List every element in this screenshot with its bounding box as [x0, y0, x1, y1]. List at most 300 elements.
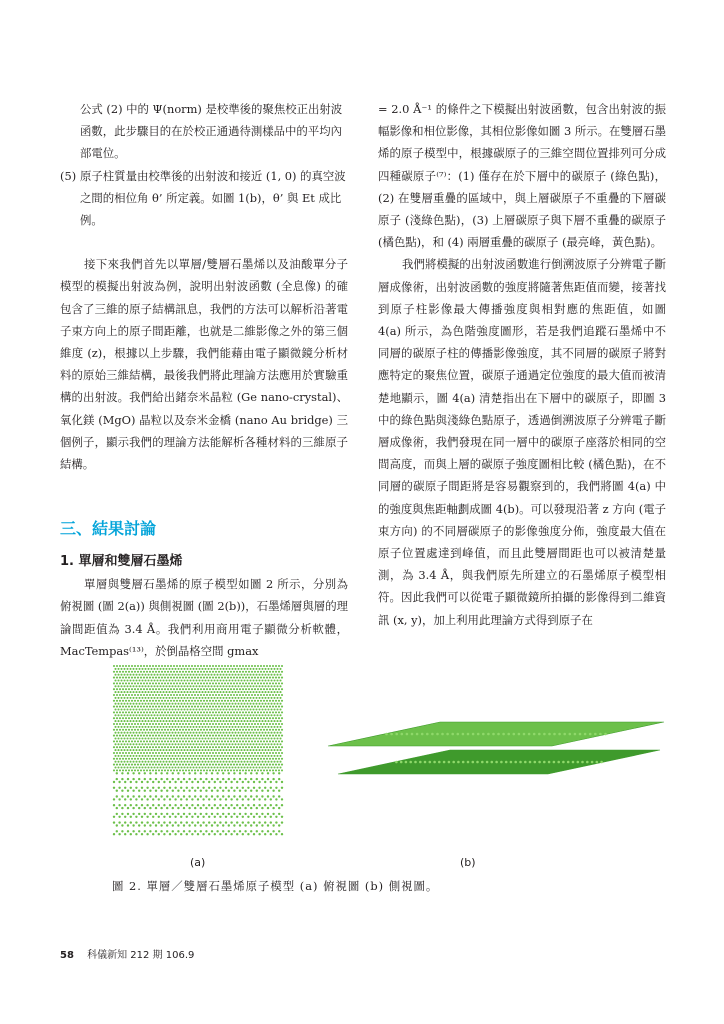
atom-dot: [252, 720, 254, 722]
atom-dot: [231, 668, 233, 670]
atom-dot: [252, 697, 254, 699]
atom-dot: [276, 685, 278, 687]
atom-dot: [149, 813, 151, 815]
atom-dot: [116, 795, 118, 797]
atom-dot: [270, 749, 272, 751]
atom-dot: [258, 821, 260, 823]
atom-dot: [125, 752, 127, 754]
atom-dot: [144, 726, 146, 728]
atom-dot: [251, 706, 253, 708]
atom-dot: [215, 735, 217, 737]
atom-dot: [182, 729, 184, 731]
atom-dot: [255, 766, 257, 768]
atom-dot: [171, 726, 173, 728]
atom-dot: [160, 790, 162, 792]
atom-dot: [191, 816, 193, 818]
atom-dot: [507, 733, 510, 736]
atom-dot: [206, 711, 208, 713]
atom-dot: [260, 711, 262, 713]
atom-dot: [179, 671, 181, 673]
atom-dot: [215, 717, 217, 719]
atom-dot: [146, 833, 148, 835]
atom-dot: [211, 824, 213, 826]
atom-dot: [477, 733, 480, 736]
atom-dot: [130, 798, 132, 800]
atom-dot: [492, 733, 495, 736]
atom-dot: [519, 761, 522, 764]
atom-dot: [150, 674, 152, 676]
atom-dot: [161, 688, 163, 690]
atom-dot: [123, 703, 125, 705]
atom-dot: [234, 749, 236, 751]
atom-dot: [119, 665, 121, 667]
atom-dot: [225, 732, 227, 734]
atom-dot: [467, 733, 470, 736]
atom-dot: [224, 677, 226, 679]
atom-dot: [242, 758, 244, 760]
atom-dot: [234, 732, 236, 734]
atom-dot: [138, 749, 140, 751]
atom-dot: [234, 679, 236, 681]
atom-dot: [278, 665, 280, 667]
atom-dot: [267, 691, 269, 693]
atom-dot: [129, 726, 131, 728]
atom-dot: [200, 813, 202, 815]
atom-dot: [158, 816, 160, 818]
atom-dot: [134, 671, 136, 673]
atom-dot: [141, 766, 143, 768]
atom-dot: [140, 671, 142, 673]
atom-dot: [212, 717, 214, 719]
atom-dot: [141, 720, 143, 722]
figure-2b-side-view: [320, 716, 666, 786]
atom-dot: [198, 674, 200, 676]
atom-dot: [266, 694, 268, 696]
atom-dot: [149, 717, 151, 719]
atom-dot: [189, 737, 191, 739]
atom-dot: [218, 671, 220, 673]
atom-dot: [116, 682, 118, 684]
atom-dot: [113, 671, 115, 673]
atom-dot: [170, 682, 172, 684]
atom-dot: [245, 717, 247, 719]
atom-dot: [174, 732, 176, 734]
atom-dot: [183, 795, 185, 797]
atom-dot: [231, 685, 233, 687]
atom-dot: [135, 714, 137, 716]
atom-dot: [150, 743, 152, 745]
atom-dot: [202, 787, 204, 789]
atom-dot: [272, 752, 274, 754]
atom-dot: [153, 766, 155, 768]
atom-dot: [135, 743, 137, 745]
atom-dot: [158, 833, 160, 835]
atom-dot: [462, 733, 465, 736]
atom-dot: [149, 769, 151, 771]
atom-dot: [258, 691, 260, 693]
atom-dot: [215, 688, 217, 690]
atom-dot: [269, 711, 271, 713]
atom-dot: [191, 706, 193, 708]
atom-dot: [270, 726, 272, 728]
atom-dot: [204, 737, 206, 739]
atom-dot: [200, 830, 202, 832]
atom-dot: [224, 758, 226, 760]
atom-dot: [164, 723, 166, 725]
atom-dot: [230, 711, 232, 713]
atom-dot: [443, 761, 446, 764]
atom-dot: [400, 761, 403, 764]
atom-dot: [192, 714, 194, 716]
atom-dot: [279, 749, 281, 751]
atom-dot: [195, 703, 197, 705]
atom-dot: [257, 677, 259, 679]
atom-dot: [385, 733, 388, 736]
atom-dot: [173, 758, 175, 760]
atom-dot: [249, 737, 251, 739]
atom-dot: [206, 700, 208, 702]
atom-dot: [224, 740, 226, 742]
atom-dot: [263, 677, 265, 679]
atom-dot: [149, 752, 151, 754]
atom-dot: [243, 708, 245, 710]
atom-dot: [219, 679, 221, 681]
atom-dot: [144, 685, 146, 687]
atom-dot: [167, 735, 169, 737]
atom-dot: [246, 668, 248, 670]
atom-dot: [261, 726, 263, 728]
atom-dot: [197, 764, 199, 766]
atom-dot: [132, 737, 134, 739]
atom-dot: [237, 755, 239, 757]
atom-dot: [134, 752, 136, 754]
atom-dot: [231, 679, 233, 681]
atom-dot: [276, 737, 278, 739]
atom-dot: [260, 729, 262, 731]
figure-label-b: (b): [460, 856, 476, 869]
atom-dot: [215, 677, 217, 679]
atom-dot: [201, 691, 203, 693]
atom-dot: [141, 714, 143, 716]
atom-dot: [173, 665, 175, 667]
atom-dot: [200, 735, 202, 737]
atom-dot: [224, 665, 226, 667]
atom-dot: [236, 735, 238, 737]
atom-dot: [260, 746, 262, 748]
atom-dot: [128, 694, 130, 696]
atom-dot: [197, 694, 199, 696]
atom-dot: [221, 769, 223, 771]
atom-dot: [177, 691, 179, 693]
atom-dot: [180, 674, 182, 676]
atom-dot: [242, 671, 244, 673]
atom-dot: [272, 682, 274, 684]
atom-dot: [416, 733, 419, 736]
atom-dot: [132, 824, 134, 826]
atom-dot: [186, 821, 188, 823]
atom-dot: [272, 813, 274, 815]
atom-dot: [198, 749, 200, 751]
atom-dot: [207, 714, 209, 716]
atom-dot: [168, 685, 170, 687]
atom-dot: [279, 674, 281, 676]
atom-dot: [165, 685, 167, 687]
atom-dot: [264, 668, 266, 670]
atom-dot: [207, 737, 209, 739]
atom-dot: [263, 700, 265, 702]
atom-dot: [200, 706, 202, 708]
atom-dot: [263, 723, 265, 725]
atom-dot: [125, 758, 127, 760]
atom-dot: [122, 764, 124, 766]
atom-dot: [161, 769, 163, 771]
atom-dot: [562, 761, 565, 764]
atom-dot: [191, 677, 193, 679]
atom-dot: [129, 679, 131, 681]
atom-dot: [147, 720, 149, 722]
atom-dot: [581, 761, 584, 764]
atom-dot: [165, 668, 167, 670]
atom-dot: [212, 688, 214, 690]
atom-dot: [141, 743, 143, 745]
atom-dot: [180, 703, 182, 705]
atom-dot: [161, 758, 163, 760]
atom-dot: [126, 720, 128, 722]
atom-dot: [180, 691, 182, 693]
atom-dot: [279, 714, 281, 716]
atom-dot: [248, 735, 250, 737]
atom-dot: [183, 732, 185, 734]
atom-dot: [204, 674, 206, 676]
atom-dot: [198, 761, 200, 763]
atom-dot: [236, 787, 238, 789]
atom-dot: [233, 790, 235, 792]
atom-dot: [168, 720, 170, 722]
atom-dot: [236, 717, 238, 719]
atom-dot: [170, 665, 172, 667]
atom-dot: [218, 665, 220, 667]
atom-dot: [260, 769, 262, 771]
atom-dot: [231, 743, 233, 745]
atom-dot: [243, 703, 245, 705]
atom-dot: [166, 795, 168, 797]
atom-dot: [152, 804, 154, 806]
atom-dot: [171, 708, 173, 710]
atom-dot: [180, 697, 182, 699]
atom-dot: [160, 813, 162, 815]
atom-dot: [481, 761, 484, 764]
atom-dot: [186, 787, 188, 789]
atom-dot: [177, 790, 179, 792]
atom-dot: [113, 717, 115, 719]
atom-dot: [264, 714, 266, 716]
atom-dot: [254, 740, 256, 742]
atom-dot: [272, 758, 274, 760]
atom-dot: [201, 732, 203, 734]
atom-dot: [180, 685, 182, 687]
atom-dot: [279, 720, 281, 722]
atom-dot: [200, 790, 202, 792]
atom-dot: [258, 685, 260, 687]
atom-dot: [252, 685, 254, 687]
atom-dot: [153, 691, 155, 693]
atom-dot: [236, 694, 238, 696]
atom-dot: [182, 717, 184, 719]
atom-dot: [276, 743, 278, 745]
atom-dot: [264, 749, 266, 751]
atom-dot: [174, 781, 176, 783]
atom-dot: [185, 729, 187, 731]
atom-dot: [212, 740, 214, 742]
atom-dot: [134, 717, 136, 719]
atom-dot: [272, 688, 274, 690]
atom-dot: [140, 711, 142, 713]
atom-dot: [263, 752, 265, 754]
atom-dot: [239, 778, 241, 780]
atom-dot: [266, 711, 268, 713]
atom-dot: [279, 697, 281, 699]
atom-dot: [194, 735, 196, 737]
atom-dot: [144, 824, 146, 826]
atom-dot: [234, 674, 236, 676]
atom-dot: [218, 723, 220, 725]
atom-dot: [269, 665, 271, 667]
atom-dot: [185, 717, 187, 719]
atom-dot: [222, 790, 224, 792]
atom-dot: [134, 700, 136, 702]
atom-dot: [144, 703, 146, 705]
atom-dot: [528, 733, 531, 736]
atom-dot: [149, 830, 151, 832]
atom-dot: [224, 671, 226, 673]
atom-dot: [230, 688, 232, 690]
atom-dot: [149, 764, 151, 766]
atom-dot: [138, 824, 140, 826]
atom-dot: [263, 729, 265, 731]
atom-dot: [171, 714, 173, 716]
atom-dot: [167, 677, 169, 679]
atom-dot: [149, 729, 151, 731]
atom-dot: [594, 733, 597, 736]
atom-dot: [275, 723, 277, 725]
atom-dot: [180, 766, 182, 768]
atom-dot: [179, 740, 181, 742]
atom-dot: [149, 665, 151, 667]
atom-dot: [194, 694, 196, 696]
atom-dot: [279, 766, 281, 768]
atom-dot: [222, 679, 224, 681]
atom-dot: [141, 804, 143, 806]
atom-dot: [141, 737, 143, 739]
atom-dot: [114, 726, 116, 728]
atom-dot: [113, 677, 115, 679]
atom-dot: [210, 691, 212, 693]
atom-dot: [252, 755, 254, 757]
atom-dot: [203, 729, 205, 731]
atom-dot: [147, 708, 149, 710]
atom-dot: [162, 703, 164, 705]
atom-dot: [174, 726, 176, 728]
atom-dot: [275, 816, 277, 818]
atom-dot: [230, 682, 232, 684]
atom-dot: [216, 726, 218, 728]
atom-dot: [275, 700, 277, 702]
atom-dot: [203, 677, 205, 679]
atom-dot: [267, 668, 269, 670]
atom-dot: [227, 706, 229, 708]
atom-dot: [281, 677, 283, 679]
atom-dot: [206, 758, 208, 760]
atom-dot: [273, 726, 275, 728]
atom-dot: [596, 761, 599, 764]
atom-dot: [222, 714, 224, 716]
atom-dot: [177, 714, 179, 716]
atom-dot: [188, 694, 190, 696]
atom-dot: [183, 714, 185, 716]
atom-dot: [120, 679, 122, 681]
atom-dot: [200, 778, 202, 780]
atom-dot: [231, 749, 233, 751]
atom-dot: [231, 726, 233, 728]
atom-dot: [114, 708, 116, 710]
atom-dot: [261, 813, 263, 815]
atom-dot: [204, 679, 206, 681]
atom-dot: [222, 743, 224, 745]
atom-dot: [251, 700, 253, 702]
atom-dot: [242, 764, 244, 766]
atom-dot: [113, 787, 115, 789]
atom-dot: [243, 761, 245, 763]
atom-dot: [257, 700, 259, 702]
atom-dot: [134, 723, 136, 725]
atom-dot: [114, 766, 116, 768]
atom-dot: [237, 726, 239, 728]
atom-dot: [198, 697, 200, 699]
atom-dot: [132, 703, 134, 705]
atom-dot: [171, 720, 173, 722]
atom-dot: [237, 697, 239, 699]
atom-dot: [263, 688, 265, 690]
atom-dot: [239, 694, 241, 696]
atom-dot: [135, 804, 137, 806]
atom-dot: [137, 764, 139, 766]
atom-dot: [219, 720, 221, 722]
atom-dot: [258, 720, 260, 722]
atom-dot: [156, 697, 158, 699]
atom-dot: [266, 729, 268, 731]
atom-dot: [406, 733, 409, 736]
atom-dot: [153, 708, 155, 710]
atom-dot: [275, 711, 277, 713]
atom-dot: [188, 764, 190, 766]
atom-dot: [240, 720, 242, 722]
atom-dot: [174, 668, 176, 670]
atom-dot: [144, 761, 146, 763]
atom-dot: [248, 746, 250, 748]
atom-dot: [275, 735, 277, 737]
atom-dot: [212, 694, 214, 696]
atom-dot: [120, 726, 122, 728]
atom-dot: [467, 761, 470, 764]
atom-dot: [228, 732, 230, 734]
atom-dot: [240, 714, 242, 716]
atom-dot: [258, 787, 260, 789]
atom-dot: [117, 737, 119, 739]
atom-dot: [194, 665, 196, 667]
atom-dot: [153, 726, 155, 728]
atom-dot: [272, 723, 274, 725]
atom-dot: [132, 714, 134, 716]
